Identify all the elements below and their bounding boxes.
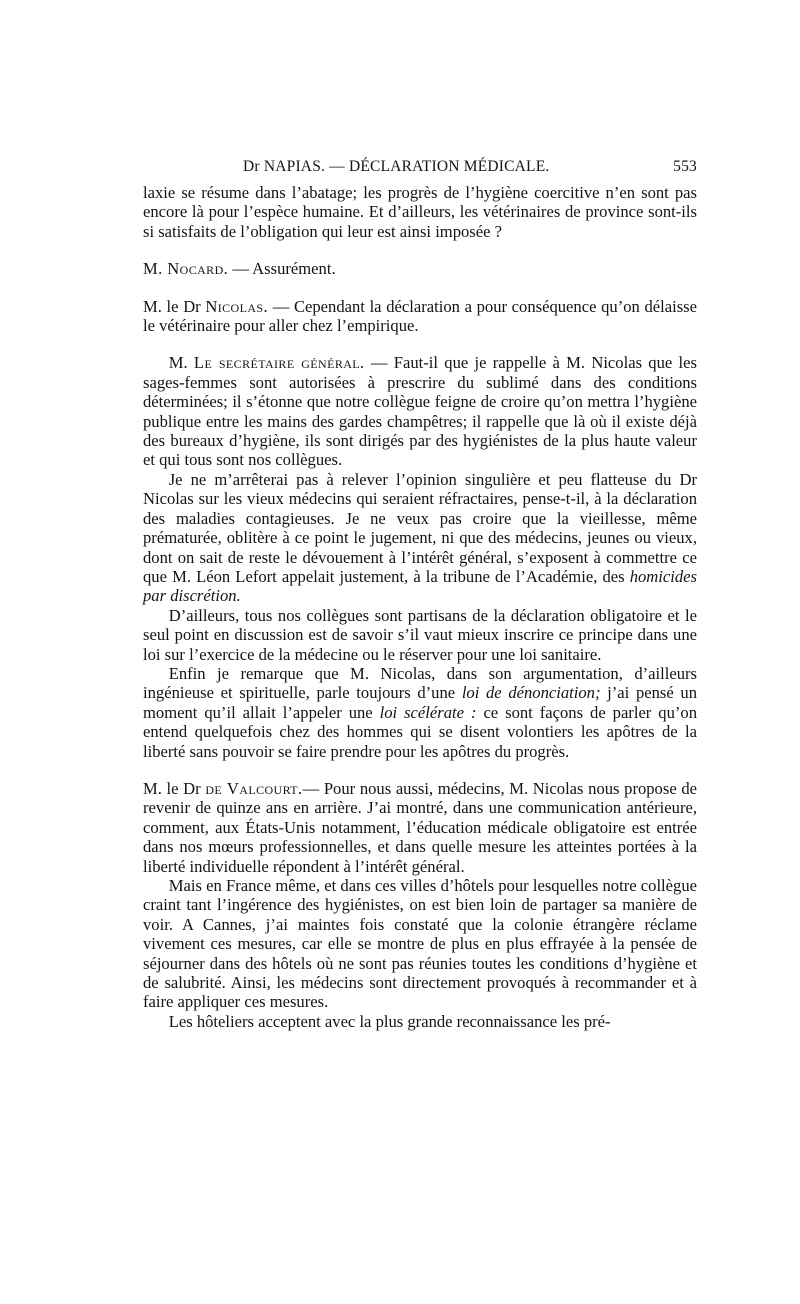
p7-italic-2: loi scélérate : bbox=[379, 702, 477, 722]
p7-text-b: j’ai pensé un moment qu’il allait l’appeler une bbox=[143, 683, 697, 722]
valcourt-text: — Pour nous aussi, médecins, M. Nicolas nous propose de revenir de quinze ans en arrière. J’ai montré, dans une communication antérieure, comment, aux États-Unis notamment, l’éducation médicale obligatoire est entrée dans nos mœurs professionnelles, et dans quelle mesure les atteintes portées à la liberté individuelle répondent à l’intérêt général. bbox=[143, 778, 697, 876]
secretaire-text: — Faut-il que je rappelle à M. Nicolas que les sages-femmes sont autorisées à prescrire du sublimé dans des conditions déterminées; il s’étonne que notre collègue feigne de croire qu’on mettra l’hygiène publique entre les mains des gardes champêtres; il rappelle que là où il existe déjà des bureaux d’hygiène, ils sont dirigés par des hygiénistes de la plus haute valeur et qui tous sont nos collègues. bbox=[143, 353, 697, 470]
paragraph-nocard bbox=[143, 259, 697, 278]
speaker-prefix: M. le Dr bbox=[143, 778, 206, 798]
speaker-secretaire: Le secrétaire général. bbox=[193, 353, 365, 373]
running-title: Dr NAPIAS. — DÉCLARATION MÉDICALE. bbox=[243, 158, 550, 175]
paragraph-nicolas bbox=[143, 297, 697, 336]
p7-text-c: ce sont façons de parler qu’on entend quelquefois chez des hommes qui se disent volontiers les apôtres de la liberté sans pouvoir se faire prendre pour les apôtres du progrès. bbox=[143, 702, 698, 761]
speaker-valcourt: de Valcourt. bbox=[205, 778, 303, 798]
paragraph-valcourt bbox=[143, 779, 697, 876]
paragraph-10: Les hôteliers acceptent avec la plus grande reconnaissance les pré- bbox=[168, 1011, 611, 1031]
paragraph-1: laxie se résume dans l’abatage; les progrès de l’hygiène coercitive n’en sont pas encore là pour l’espèce humaine. Et d’ailleurs, les vétérinaires de province sont-ils si satisfaits de l’obligation qui leur est ainsi imposée ? bbox=[143, 183, 697, 241]
page-number: 553 bbox=[673, 158, 697, 175]
paragraph-6: D’ailleurs, tous nos collègues sont partisans de la déclaration obligatoire et le seul point en discussion est de savoir s’il vaut mieux inscrire ce principe dans une loi sur l’exercice de la médecine ou le réserver pour une loi sanitaire. bbox=[143, 605, 697, 664]
p5-text: Je ne m’arrêterai pas à relever l’opinion singulière et peu flatteuse du Dr Nicolas sur les vieux médecins qui seraient réfractaires, pense-t-il, à la déclaration des maladies contagieuses. Je ne veux pas croire que la vieillesse, même prématurée, oblitère à ce point le jugement, ni que des médecins, jeunes ou vieux, dont on sait de reste le dévouement à l’intérêt général, s’exposent à commettre ce que M. Léon Lefort appelait justement, à la tribune de l’Académie, des bbox=[143, 469, 697, 586]
paragraph-secretaire bbox=[143, 353, 697, 469]
nocard-reply: — Assurément. bbox=[228, 259, 336, 279]
speaker-nicolas: Nicolas. bbox=[205, 296, 269, 316]
paragraph-9: Mais en France même, et dans ces villes d’hôtels pour lesquelles notre collègue craint tant l’ingérence des hygiénistes, on est bien loin de partager sa manière de voir. A Cannes, j’ai maintes fois constaté que la colonie étrangère réclame vivement ces mesures, car elle se montre de plus en plus effrayée à la pensée de séjourner dans des hôtels où ne sont pas réunies toutes les conditions d’hygiène et de salubrité. Ainsi, les médecins sont directement provoqués à recommander et à faire appliquer ces mesures. bbox=[143, 876, 697, 1012]
speaker-prefix: M. le Dr bbox=[143, 296, 206, 316]
p5-italic: homicides par discrétion. bbox=[143, 566, 697, 606]
speaker-prefix: M. bbox=[168, 353, 194, 373]
book-page bbox=[143, 157, 697, 1031]
running-head bbox=[143, 157, 697, 183]
speaker-nocard: M. Nocard. bbox=[143, 259, 229, 279]
paragraph-7 bbox=[143, 664, 697, 761]
p7-italic-1: loi de dénonciation; bbox=[461, 683, 601, 703]
p7-text-a: Enfin je remarque que M. Nicolas, dans son argumentation, d’ailleurs ingénieuse et spirituelle, parle toujours d’une bbox=[143, 663, 697, 703]
paragraph-5 bbox=[143, 470, 697, 606]
nicolas-text: — Cependant la déclaration a pour conséquence qu’on délaisse le vétérinaire pour aller chez l’empirique. bbox=[143, 296, 697, 336]
